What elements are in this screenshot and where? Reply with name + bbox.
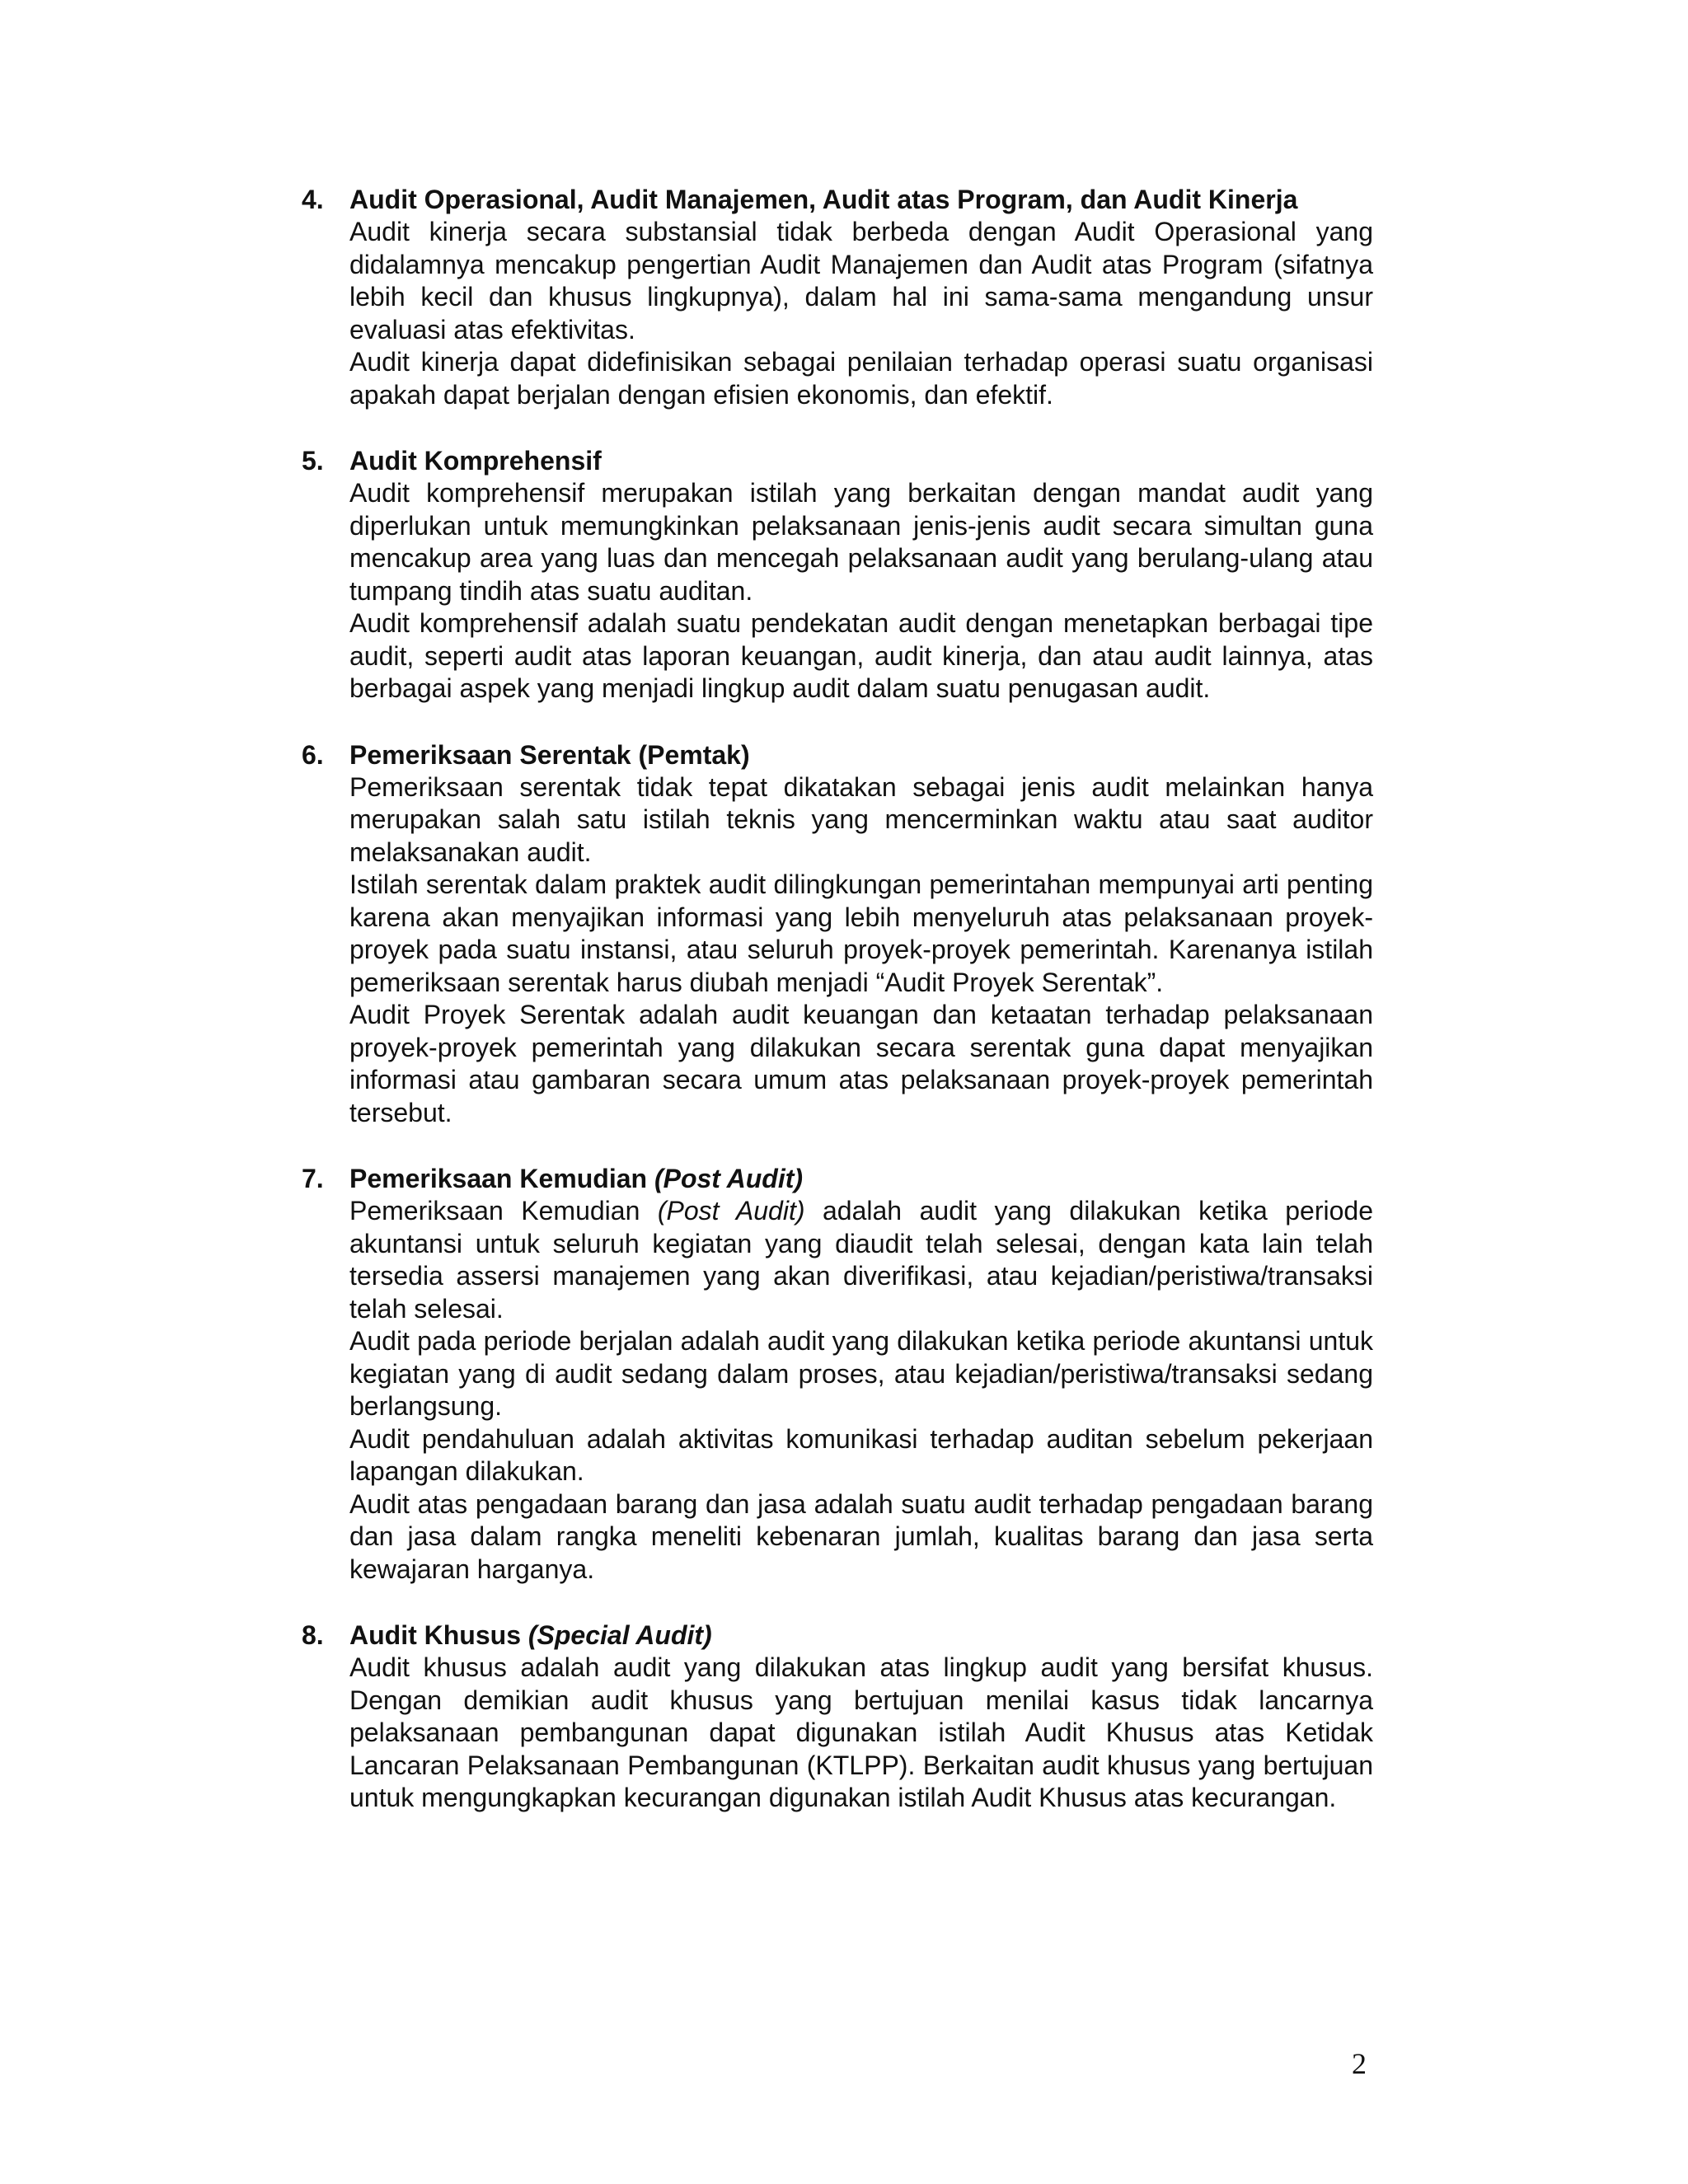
- section-title: Audit Operasional, Audit Manajemen, Audit atas Program, dan Audit Kinerja: [349, 185, 1298, 214]
- page-number: 2: [1352, 2047, 1367, 2080]
- section-title-italic: (Special Audit): [528, 1620, 712, 1650]
- section-title-italic: (Post Audit): [654, 1164, 804, 1193]
- section-heading: [302, 1619, 1373, 1652]
- section-number: 6.: [302, 739, 324, 770]
- section-6: [302, 738, 1373, 1130]
- section-heading: [302, 1162, 1373, 1195]
- section-heading: [302, 738, 1373, 771]
- section-title: Pemeriksaan Serentak (Pemtak): [349, 739, 750, 770]
- paragraph: Audit khusus adalah audit yang dilakukan atas lingkup audit yang bersifat khusus. Dengan demikian audit khusus yang bertujuan menilai kasus tidak lancarnya pelaksanaan pembangunan dapat digunakan istilah Audit Khusus atas Ketidak Lancaran Pelaksanaan Pembangunan (KTLPP). Berkaitan audit khusus yang bertujuan untuk mengungkapkan kecurangan digunakan istilah Audit Khusus atas kecurangan.: [349, 1652, 1373, 1812]
- page-content: [302, 183, 1373, 1848]
- paragraph: Istilah serentak dalam praktek audit dilingkungan pemerintahan mempunyai arti penting karena akan menyajikan informasi yang lebih menyeluruh atas pelaksanaan proyek-proyek pada suatu instansi, atau seluruh proyek-proyek pemerintah. Karenanya istilah pemeriksaan serentak harus diubah menjadi “Audit Proyek Serentak”.: [349, 869, 1373, 997]
- section-8: [302, 1619, 1373, 1815]
- section-title: Pemeriksaan Kemudian: [349, 1164, 648, 1193]
- paragraph: Audit Proyek Serentak adalah audit keuangan dan ketaatan terhadap pelaksanaan proyek-proyek pemerintah yang dilakukan secara serentak guna dapat menyajikan informasi atau gambaran secara umum atas pelaksanaan proyek-proyek pemerintah tersebut.: [349, 1000, 1373, 1127]
- paragraph: Audit pendahuluan adalah aktivitas komunikasi terhadap auditan sebelum pekerjaan lapangan dilakukan.: [349, 1423, 1373, 1486]
- paragraph: Audit komprehensif merupakan istilah yang berkaitan dengan mandat audit yang diperlukan untuk memungkinkan pelaksanaan jenis-jenis audit secara simultan guna mencakup area yang luas dan mencegah pelaksanaan audit yang berulang-ulang atau tumpang tindih atas suatu auditan.: [349, 478, 1373, 606]
- paragraph: Audit pada periode berjalan adalah audit yang dilakukan ketika periode akuntansi untuk kegiatan yang di audit sedang dalam proses, atau kejadian/peristiwa/transaksi sedang berlangsung.: [349, 1326, 1373, 1421]
- section-number: 4.: [302, 185, 324, 214]
- section-heading: [302, 183, 1373, 216]
- paragraph: Audit kinerja secara substansial tidak berbeda dengan Audit Operasional yang didalamnya mencakup pengertian Audit Manajemen dan Audit atas Program (sifatnya lebih kecil dan khusus lingkupnya), dalam hal ini sama-sama mengandung unsur evaluasi atas efektivitas.: [349, 217, 1373, 344]
- paragraph: Pemeriksaan serentak tidak tepat dikatakan sebagai jenis audit melainkan hanya merupakan salah satu istilah teknis yang mencerminkan waktu atau saat auditor melaksanakan audit.: [349, 771, 1373, 867]
- paragraph: Audit atas pengadaan barang dan jasa adalah suatu audit terhadap pengadaan barang dan jasa dalam rangka meneliti kebenaran jumlah, kualitas barang dan jasa serta kewajaran harganya.: [349, 1488, 1373, 1584]
- section-number: 7.: [302, 1164, 324, 1193]
- paragraph-text: Pemeriksaan Kemudian: [349, 1196, 658, 1226]
- section-number: 5.: [302, 446, 324, 476]
- section-4: [302, 183, 1373, 411]
- paragraph: Audit kinerja dapat didefinisikan sebagai penilaian terhadap operasi suatu organisasi apakah dapat berjalan dengan efisien ekonomis, dan efektif.: [349, 347, 1373, 410]
- paragraph: Audit komprehensif adalah suatu pendekatan audit dengan menetapkan berbagai tipe audit, seperti audit atas laporan keuangan, audit kinerja, dan atau audit lainnya, atas berbagai aspek yang menjadi lingkup audit dalam suatu penugasan audit.: [349, 608, 1373, 703]
- section-5: [302, 444, 1373, 705]
- paragraph: [302, 1195, 1373, 1325]
- paragraph-text: adalah audit yang dilakukan ketika periode akuntansi untuk seluruh kegiatan yang diaudit telah selesai, dengan kata lain telah tersedia assersi manajemen yang akan diverifikasi, atau kejadian/peristiwa/transaksi telah selesai.: [349, 1196, 1373, 1324]
- section-title: Audit Komprehensif: [349, 446, 602, 476]
- section-title: Audit Khusus: [349, 1620, 521, 1650]
- section-number: 8.: [302, 1620, 324, 1650]
- section-7: [302, 1162, 1373, 1586]
- paragraph-italic-term: (Post Audit): [657, 1196, 805, 1226]
- section-heading: [302, 444, 1373, 477]
